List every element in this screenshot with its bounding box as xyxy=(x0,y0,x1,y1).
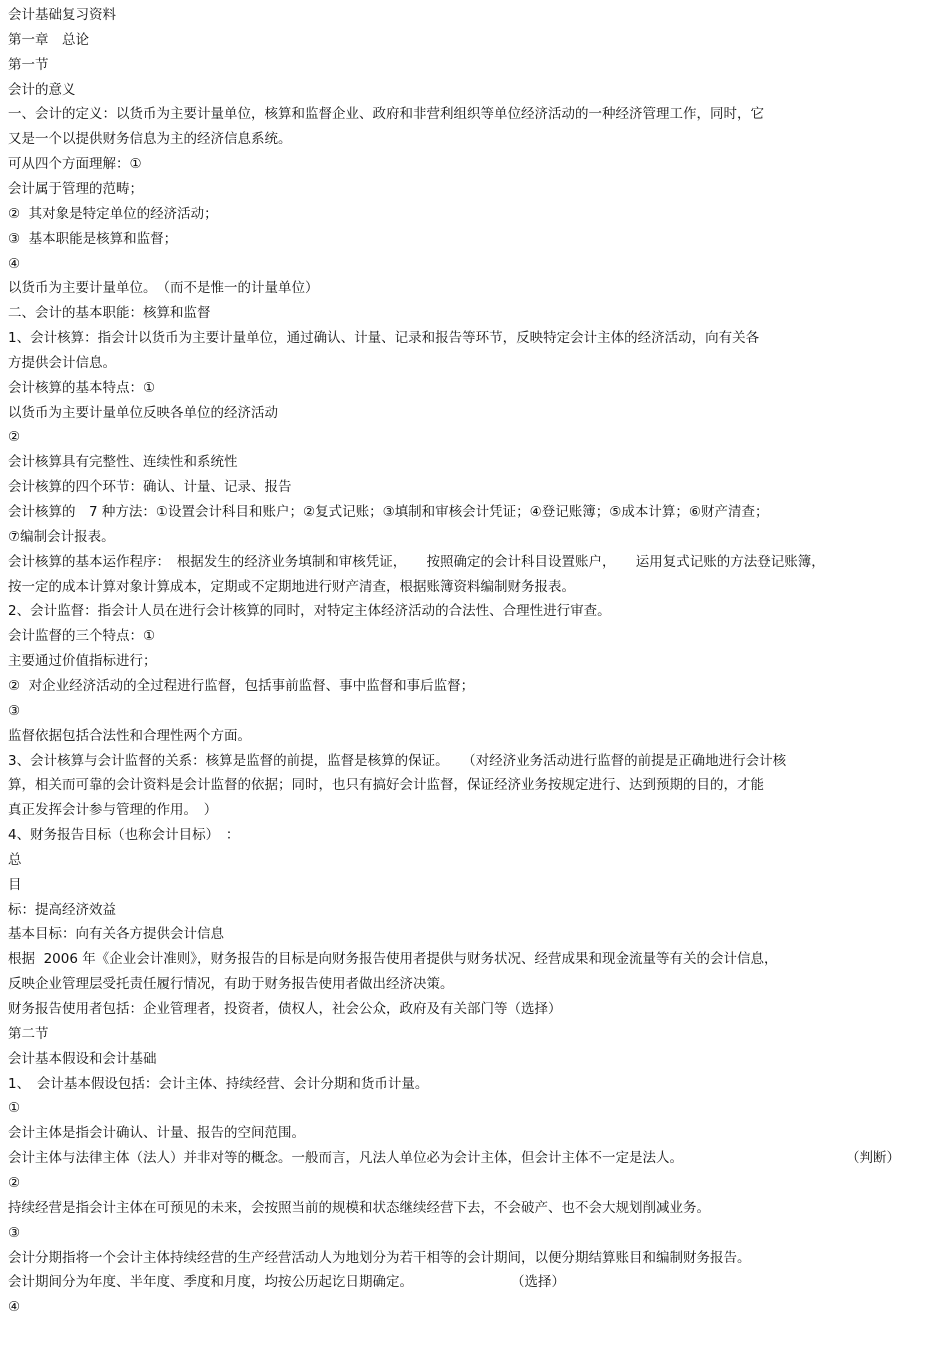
text-line: 会计主体是指会计确认、计量、报告的空间范围。 xyxy=(8,1125,305,1141)
text-line: 可从四个方面理解：① xyxy=(8,156,142,172)
text-line: ③ 基本职能是核算和监督； xyxy=(8,231,178,247)
text-line: 第一节 xyxy=(8,57,49,73)
text-line: ④ xyxy=(8,1299,21,1315)
text-line: 持续经营是指会计主体在可预见的未来，会按照当前的规模和状态继续经营下去，不会破产、也不会大规划削减业务。 xyxy=(8,1200,710,1216)
text-line: 会计属于管理的范畴； xyxy=(8,181,143,197)
text-line: 监督依据包括合法性和合理性两个方面。 xyxy=(8,728,251,744)
text-line: 按一定的成本计算对象计算成本，定期或不定期地进行财产清查，根据账簿资料编制财务报表。 xyxy=(8,579,575,595)
text-line: 根据 2006 年《企业会计准则》，财务报告的目标是向财务报告使用者提供与财务状况、经营成果和现金流量等有关的会计信息， xyxy=(8,951,778,967)
text-line: 会计主体与法律主体（法人）并非对等的概念。一般而言，凡法人单位必为会计主体，但会计主体不一定是法人。 xyxy=(8,1150,683,1166)
choose-tag: （选择） xyxy=(511,1274,565,1290)
text-line: 标：提高经济效益 xyxy=(8,902,116,918)
text-line: 真正发挥会计参与管理的作用。 ） xyxy=(8,802,218,818)
text-line: 会计的意义 xyxy=(8,82,76,98)
text-line: 会计核算的基本特点：① xyxy=(8,380,156,396)
text-line: 会计核算的四个环节：确认、计量、记录、报告 xyxy=(8,479,292,495)
text-line: ② 其对象是特定单位的经济活动； xyxy=(8,206,218,222)
text-line: 方提供会计信息。 xyxy=(8,355,116,371)
text-line: 会计监督的三个特点：① xyxy=(8,628,156,644)
text-line: ② xyxy=(8,429,21,445)
text-line: 二、会计的基本职能：核算和监督 xyxy=(8,305,211,321)
text-line: 又是一个以提供财务信息为主的经济信息系统。 xyxy=(8,131,292,147)
text-line: 第一章 总论 xyxy=(8,32,89,48)
text-line: ② xyxy=(8,1175,21,1191)
text-line: ③ xyxy=(8,703,21,719)
text-line: 财务报告使用者包括：企业管理者，投资者，债权人，社会公众，政府及有关部门等（选择） xyxy=(8,1001,562,1017)
text-line: 算，相关而可靠的会计资料是会计监督的依据；同时，也只有搞好会计监督，保证经济业务按规定进行、达到预期的目的，才能 xyxy=(8,777,764,793)
text-line: 以货币为主要计量单位反映各单位的经济活动 xyxy=(8,405,278,421)
text-line: 2、会计监督：指会计人员在进行会计核算的同时，对特定主体经济活动的合法性、合理性进行审查。 xyxy=(8,603,611,619)
text-line: ② 对企业经济活动的全过程进行监督，包括事前监督、事中监督和事后监督； xyxy=(8,678,475,694)
text-line: 会计基础复习资料 xyxy=(8,7,116,23)
text-line: 主要通过价值指标进行； xyxy=(8,653,157,669)
text-line: ① xyxy=(8,1100,21,1116)
judge-tag: （判断） xyxy=(846,1150,900,1166)
text-line: 1、会计核算：指会计以货币为主要计量单位，通过确认、计量、记录和报告等环节，反映特定会计主体的经济活动，向有关各 xyxy=(8,330,760,346)
text-line: 1、 会计基本假设包括：会计主体、持续经营、会计分期和货币计量。 xyxy=(8,1076,429,1092)
text-line: 会计基本假设和会计基础 xyxy=(8,1051,157,1067)
text-line: 3、会计核算与会计监督的关系：核算是监督的前提，监督是核算的保证。 （对经济业务活动进行监督的前提是正确地进行会计核 xyxy=(8,753,787,769)
text-line: 以货币为主要计量单位。 （而不是惟一的计量单位） xyxy=(8,280,319,296)
text-line: 总 xyxy=(8,852,22,868)
text-line: 会计核算的基本运作程序： 根据发生的经济业务填制和审核凭证， 按照确定的会计科目设置账户， 运用复式记账的方法登记账簿， xyxy=(8,554,825,570)
text-line: ⑦编制会计报表。 xyxy=(8,529,115,545)
text-line: 会计期间分为年度、半年度、季度和月度，均按公历起讫日期确定。 xyxy=(8,1274,413,1290)
text-line: 第二节 xyxy=(8,1026,49,1042)
text-line: ③ xyxy=(8,1225,21,1241)
text-line: ④ xyxy=(8,256,21,272)
text-line: 4、财务报告目标（也称会计目标） ： xyxy=(8,827,240,843)
text-line: 会计分期指将一个会计主体持续经营的生产经营活动人为地划分为若干相等的会计期间，以便分期结算账目和编制财务报告。 xyxy=(8,1250,751,1266)
text-line: 会计核算的 7 种方法：①设置会计科目和账户；②复式记账；③填制和审核会计凭证；④登记账簿；⑤成本计算；⑥财产清查； xyxy=(8,504,769,520)
text-line: 目 xyxy=(8,877,22,893)
text-line: 基本目标：向有关各方提供会计信息 xyxy=(8,926,224,942)
text-line: 会计核算具有完整性、连续性和系统性 xyxy=(8,454,238,470)
text-line: 反映企业管理层受托责任履行情况，有助于财务报告使用者做出经济决策。 xyxy=(8,976,454,992)
text-line: 一、会计的定义：以货币为主要计量单位，核算和监督企业、政府和非营利组织等单位经济活动的一种经济管理工作，同时，它 xyxy=(8,106,764,122)
